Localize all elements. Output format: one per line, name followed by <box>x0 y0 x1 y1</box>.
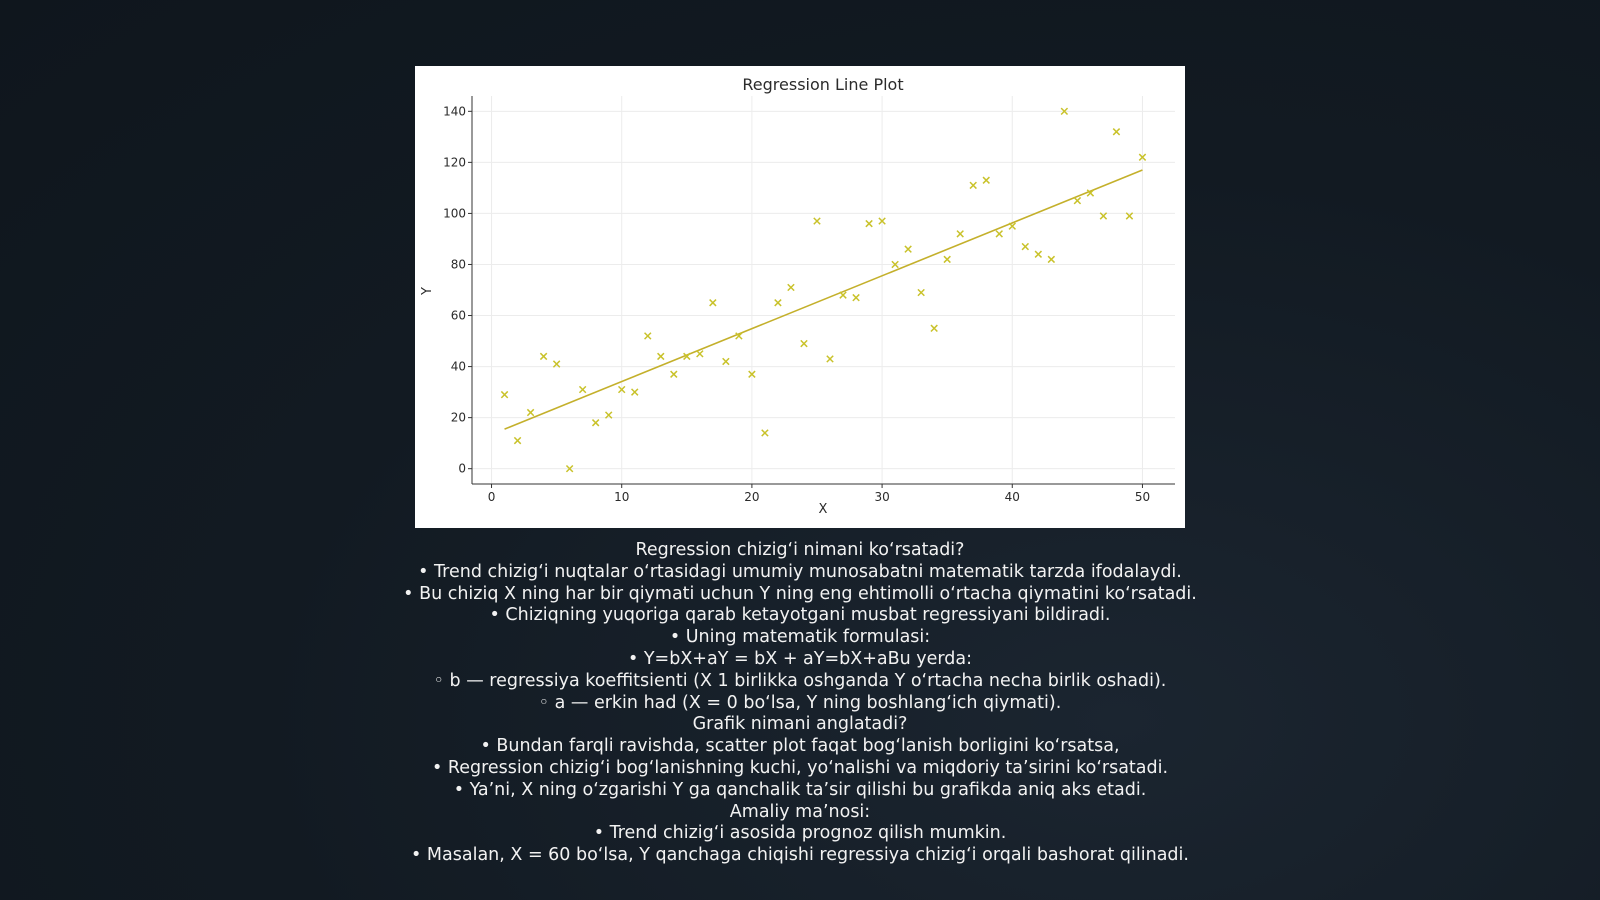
bullet-formula-intro: • Uning matematik formulasi: <box>380 627 1220 649</box>
scatter-point <box>671 371 677 377</box>
regression-chart <box>415 66 1185 528</box>
scatter-point <box>788 284 794 290</box>
scatter-point <box>658 353 664 359</box>
axes <box>468 96 1175 488</box>
scatter-point <box>905 246 911 252</box>
chart-title: Regression Line Plot <box>742 75 904 94</box>
y-tick-label: 100 <box>443 206 466 221</box>
regression-line <box>505 170 1143 429</box>
scatter-point <box>527 409 533 415</box>
bullet-positive-regression: • Chiziqning yuqoriga qarab ketayotgani musbat regressiyani bildiradi. <box>380 605 1220 627</box>
scatter-point <box>840 292 846 298</box>
y-axis-label: Y <box>420 287 435 295</box>
bullet-x-effect: • Ya’ni, X ning o‘zgarishi Y ga qanchalik ta’sir qilishi bu grafikda aniq aks etadi. <box>380 780 1220 802</box>
x-tick-label: 50 <box>1134 490 1151 504</box>
scatter-point <box>918 289 924 295</box>
scatter-point <box>632 389 638 395</box>
y-tick-label: 140 <box>443 104 466 119</box>
x-tick-label: 0 <box>487 490 496 504</box>
x-tick-label: 30 <box>874 490 890 504</box>
x-tick-label: 40 <box>1004 490 1020 504</box>
grid-lines <box>472 96 1175 484</box>
y-tick-label: 20 <box>450 410 466 425</box>
scatter-point <box>762 430 768 436</box>
sub-bullet-a: ◦ a — erkin had (X = 0 bo‘lsa, Y ning boshlang‘ich qiymati). <box>380 693 1220 715</box>
y-tick-label: 40 <box>450 359 466 374</box>
scatter-point <box>853 294 859 300</box>
bullet-line-meaning: • Bu chiziq X ning har bir qiymati uchun Y ning eng ehtimolli o‘rtacha qiymatini ko‘rsatadi. <box>380 584 1220 606</box>
y-tick-label: 80 <box>450 257 466 272</box>
scatter-point <box>579 386 585 392</box>
scatter-point <box>1022 243 1028 249</box>
heading-graph-meaning: Grafik nimani anglatadi? <box>692 714 908 735</box>
scatter-point <box>957 231 963 237</box>
scatter-point <box>996 231 1002 237</box>
scatter-point <box>944 256 950 262</box>
y-tick-label: 0 <box>458 461 466 476</box>
scatter-point <box>814 218 820 224</box>
bullet-scatter-difference: • Bundan farqli ravishda, scatter plot faqat bog‘lanish borligini ko‘rsatsa, <box>380 736 1220 758</box>
scatter-point <box>501 391 507 397</box>
scatter-point <box>723 358 729 364</box>
scatter-point <box>592 420 598 426</box>
explanation-text <box>380 540 1220 867</box>
chart-panel <box>415 66 1185 528</box>
scatter-point <box>1048 256 1054 262</box>
scatter-point <box>970 182 976 188</box>
scatter-point <box>801 340 807 346</box>
scatter-point <box>540 353 546 359</box>
heading-what-shows: Regression chizig‘i nimani ko‘rsatadi? <box>635 540 965 560</box>
y-tick-label: 120 <box>443 155 466 170</box>
scatter-point <box>775 300 781 306</box>
tick-labels <box>443 104 1150 504</box>
scatter-point <box>1113 129 1119 135</box>
bullet-formula: • Y=bX+aY = bX + aY=bX+aBu yerda: <box>380 649 1220 671</box>
scatter-point <box>710 300 716 306</box>
scatter-point <box>645 333 651 339</box>
bullet-forecast: • Trend chizig‘i asosida prognoz qilish mumkin. <box>380 823 1220 845</box>
heading-practical: Amaliy ma’nosi: <box>729 801 871 822</box>
x-tick-label: 20 <box>744 490 760 504</box>
scatter-point <box>514 437 520 443</box>
y-tick-label: 60 <box>450 308 466 323</box>
scatter-point <box>983 177 989 183</box>
regression-line-layer <box>505 170 1143 429</box>
scatter-point <box>1035 251 1041 257</box>
scatter-point <box>866 220 872 226</box>
bullet-strength-direction: • Regression chizig‘i bog‘lanishning kuchi, yo‘nalishi va miqdoriy ta’sirini ko‘rsatadi. <box>380 758 1220 780</box>
x-tick-label: 10 <box>614 490 630 504</box>
bullet-example: • Masalan, X = 60 bo‘lsa, Y qanchaga chiqishi regressiya chizig‘i orqali bashorat qilinadi. <box>380 845 1220 867</box>
scatter-point <box>827 356 833 362</box>
bullet-trend-line: • Trend chizig‘i nuqtalar o‘rtasidagi umumiy munosabatni matematik tarzda ifodalaydi. <box>380 562 1220 584</box>
scatter-point <box>1074 197 1080 203</box>
scatter-point <box>931 325 937 331</box>
scatter-point <box>697 351 703 357</box>
x-axis-label: X <box>818 502 828 517</box>
sub-bullet-b: ◦ b — regressiya koeffitsienti (X 1 birlikka oshganda Y o‘rtacha necha birlik oshadi). <box>380 671 1220 693</box>
